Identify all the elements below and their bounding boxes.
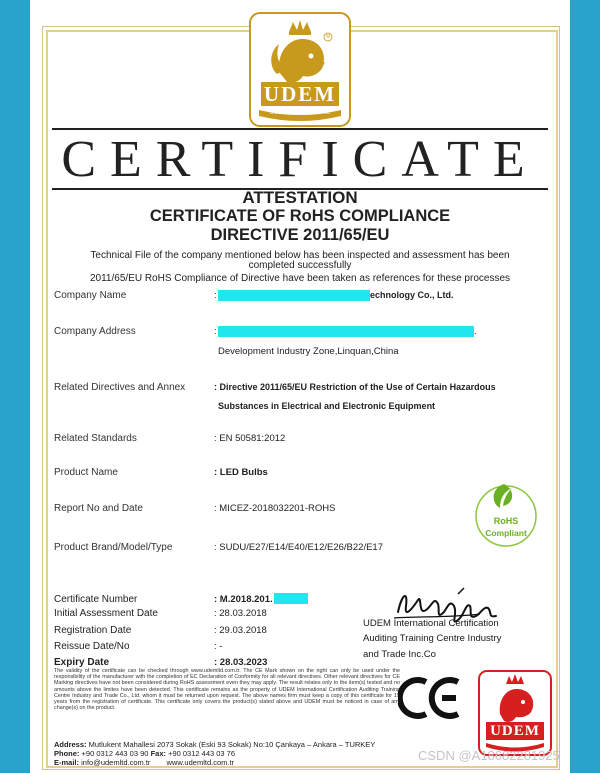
brand-model-label: Product Brand/Model/Type xyxy=(54,542,173,553)
udem-red-lion-icon xyxy=(478,670,552,756)
company-name-colon: : xyxy=(214,290,217,301)
ce-mark-icon xyxy=(398,676,464,720)
web-value: www.udemltd.com.tr xyxy=(166,758,235,767)
company-name-label: Company Name xyxy=(54,290,127,301)
certificate-title xyxy=(52,130,548,190)
report-label: Report No and Date xyxy=(54,503,143,514)
address-value: Mutlukent Mahallesi 2073 Sokak (Eski 93 Sokak) No:10 Çankaya – Ankara – TURKEY xyxy=(88,740,376,749)
rohs-compliant-badge xyxy=(470,478,542,550)
report-value: : MICEZ-2018032201-ROHS xyxy=(214,503,336,514)
cert-number-value: : M.2018.201. xyxy=(214,594,273,605)
product-name-value: : LED Bulbs xyxy=(214,467,268,478)
company-address-line2: Development Industry Zone,Linquan,China xyxy=(218,346,399,357)
company-address-label: Company Address xyxy=(54,326,136,337)
rohs-badge-line2: Compliant xyxy=(485,528,527,538)
signatory-line3: and Trade Inc.Co xyxy=(363,649,436,660)
address-label: Address: xyxy=(54,740,87,749)
right-stripe xyxy=(570,0,600,773)
redaction-company-name xyxy=(218,290,370,301)
fax-value: +90 0312 443 03 76 xyxy=(168,749,236,758)
redaction-company-address xyxy=(218,326,474,337)
signatory-line2: Auditing Training Centre Industry xyxy=(363,633,502,644)
phone-value: +90 0312 443 03 90 xyxy=(81,749,149,758)
udem-red-logo xyxy=(478,670,552,756)
rohs-badge-line1: RoHS xyxy=(493,516,519,526)
udem-logo-text: UDEM xyxy=(263,82,337,106)
directives-value-2: Substances in Electrical and Electronic Equipment xyxy=(218,401,436,411)
expiry-date-value: : 28.03.2023 xyxy=(214,657,268,668)
rohs-leaf-icon xyxy=(470,478,542,550)
brand-model-value: : SUDU/E27/E14/E40/E12/E26/B22/E17 xyxy=(214,542,383,553)
email-value: info@udemltd.com.tr xyxy=(81,758,151,767)
udem-tagline: Uluslararası Belgelendirme xyxy=(269,110,331,116)
intro-line-1: Technical File of the company mentioned below has been inspected and assessment has been xyxy=(90,250,510,261)
initial-date-value: : 28.03.2018 xyxy=(214,608,267,619)
ce-mark xyxy=(398,676,464,720)
certificate-title-text: CERTIFICATE xyxy=(61,131,539,188)
company-address-dot: . xyxy=(474,326,477,337)
udem-registered-mark: ® xyxy=(325,34,331,40)
registration-date-label: Registration Date xyxy=(54,625,132,636)
heading-directive: DIRECTIVE 2011/65/EU xyxy=(210,226,390,244)
udem-logo xyxy=(249,12,351,127)
reissue-value: : - xyxy=(214,641,223,652)
product-name-label: Product Name xyxy=(54,467,118,478)
title-rule-top xyxy=(52,128,548,130)
standards-value: : EN 50581:2012 xyxy=(214,433,286,444)
standards-label: Related Standards xyxy=(54,433,137,444)
contact-phone-fax xyxy=(54,749,235,758)
heading-rohs: CERTIFICATE OF RoHS COMPLIANCE xyxy=(149,207,451,225)
intro-line-3: 2011/65/EU RoHS Compliance of Directive have been taken as references for these processes xyxy=(89,273,511,284)
phone-label: Phone: xyxy=(54,749,80,758)
cert-number-label: Certificate Number xyxy=(54,594,138,605)
company-address-colon: : xyxy=(214,326,217,337)
udem-red-logo-text: UDEM xyxy=(490,723,540,739)
expiry-date-label: Expiry Date xyxy=(54,657,110,668)
directives-value-1: : Directive 2011/65/EU Restriction of the Use of Certain Hazardous xyxy=(214,382,496,392)
signatory-line1: UDEM International Certification xyxy=(363,618,499,629)
left-stripe xyxy=(0,0,30,773)
fax-label: Fax: xyxy=(150,749,166,758)
fine-print: The validity of the certificate can be checked through www.udemltd.com.tr. The CE Mark shown on the right can only be used under the responsibility of the manufacturer with the completion of EC Declaration of Conformity for all relevant directives. Other relevant directives for CE Marking directives have not been considered during RoHS assessment even they may apply. The result relates only to the item(s) tested and no amounts above the limites have been detected. This certificate remains as the property of UDEM International Certification Auditing Training Centre Industry and Trade Co., Ltd. whom it must be returned upon request. The above names firm must keep a copy of this certificate for 15 years from the registration of certificate. This certificate only covers the product(s) stated above and UDEM must be noticed in case of any change(s) on the product. xyxy=(54,668,400,712)
contact-email xyxy=(54,758,234,767)
heading-attestation: ATTESTATION xyxy=(242,188,358,207)
initial-date-label: Initial Assessment Date xyxy=(54,608,158,619)
intro-line-2: completed successfully xyxy=(248,260,352,271)
email-label: E-mail: xyxy=(54,758,80,767)
company-name-value: echnology Co., Ltd. xyxy=(370,290,454,300)
directives-label: Related Directives and Annex xyxy=(54,382,186,393)
reissue-label: Reissue Date/No xyxy=(54,641,130,652)
registration-date-value: : 29.03.2018 xyxy=(214,625,267,636)
redaction-cert-number xyxy=(274,593,308,604)
contact-address xyxy=(54,740,375,749)
csdn-watermark: CSDN @A18682281925 xyxy=(418,748,560,763)
